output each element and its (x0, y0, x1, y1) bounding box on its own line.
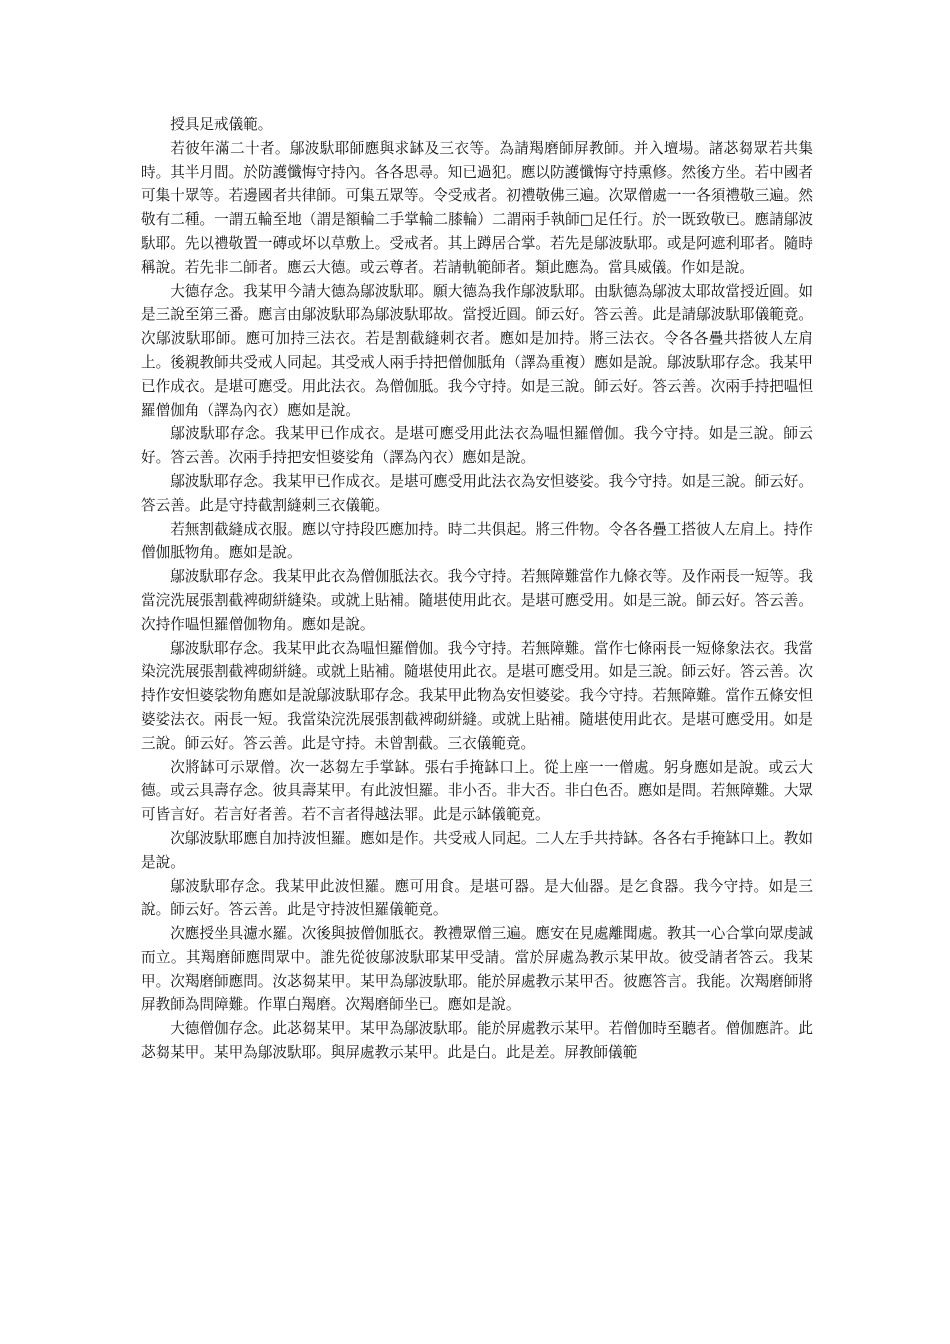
paragraph-1: 授具足戒儀範。 (170, 116, 273, 133)
paragraph-12: 次應授坐具濾水羅。次後與披僧伽胝衣。教禮眾僧三遍。應安在見處離聞處。教其一心合掌向眾虔誠而立。其羯磨師應問眾中。誰先從彼鄔波馱耶某甲受請。當於屏處為教示某甲故。彼受請者答云。我某甲。次羯磨師應問。汝苾芻某甲。某甲為鄔波馱耶。能於屏處教示某甲否。彼應答言。我能。次羯磨師將屏教師為問障難。作單白羯磨。次羯磨師坐已。應如是說。 (141, 925, 813, 1014)
paragraph-9: 次將缽可示眾僧。次一苾芻左手掌缽。張右手掩缽口上。從上座一一僧處。躬身應如是說。或云大德。或云具壽存念。彼具壽某甲。有此波怛羅。非小否。非大否。非白色否。應如是問。若無障難。大眾可皆言好。若言好者善。若不言者得越法罪。此是示缽儀範竟。 (141, 758, 813, 824)
paragraph-4: 鄔波馱耶存念。我某甲已作成衣。是堪可應受用此法衣為嗢怛羅僧伽。我今守持。如是三說。師云好。答云善。次兩手持把安怛婆娑角（譯為內衣）應如是說。 (141, 425, 813, 467)
paragraph-11: 鄔波馱耶存念。我某甲此波怛羅。應可用食。是堪可器。是大仙器。是乞食器。我今守持。如是三說。師云好。答云善。此是守持波怛羅儀範竟。 (141, 877, 813, 919)
paragraph-10: 次鄔波馱耶應自加持波怛羅。應如是作。共受戒人同起。二人左手共持缽。各各右手掩缽口上。教如是說。 (141, 829, 813, 871)
paragraph-3: 大德存念。我某甲今請大德為鄔波馱耶。願大德為我作鄔波馱耶。由馱德為鄔波太耶故當授近圓。如是三說至第三番。應言由鄔波馱耶為鄔波馱耶故。當授近圓。師云好。答云善。此是請鄔波馱耶儀範竟。次鄔波馱耶師。應可加持三法衣。若是割截縫刺衣者。應如是加持。將三法衣。令各各疊共搭彼人左肩上。後親教師共受戒人同起。其受戒人兩手持把僧伽胝角（譯為重複）應如是說。鄔波馱耶存念。我某甲已作成衣。是堪可應受。用此法衣。為僧伽胝。我今守持。如是三說。師云好。答云善。次兩手持把嗢怛羅僧伽角（譯為內衣）應如是說。 (141, 282, 813, 419)
paragraph-8: 鄔波馱耶存念。我某甲此衣為嗢怛羅僧伽。我今守持。若無障難。當作七條兩長一短條象法衣。我當染浣洗展張割截裨砌絣縫。或就上貼補。隨堪使用此衣。是堪可應受用。如是三說。師云好。答云善。次持作安怛婆裟物角應如是說鄔波馱耶存念。我某甲此物為安怛婆娑。我今守持。若無障難。當作五條安怛婆娑法衣。兩長一短。我當染浣洗展張割截裨砌絣縫。或就上貼補。隨堪使用此衣。是堪可應受用。如是三說。師云好。答云善。此是守持。未曾割截。三衣儀範竟。 (141, 639, 813, 752)
paragraph-7: 鄔波馱耶存念。我某甲此衣為僧伽胝法衣。我今守持。若無障難當作九條衣等。及作兩長一短等。我當浣洗展張割截裨砌絣縫染。或就上貼補。隨堪使用此衣。是堪可應受用。如是三說。師云好。答云善。次持作嗢怛羅僧伽物角。應如是說。 (141, 568, 813, 633)
document-page (141, 113, 813, 1065)
paragraph-5: 鄔波馱耶存念。我某甲已作成衣。是堪可應受用此法衣為安怛婆娑。我今守持。如是三說。師云好。答云善。此是守持截割縫刺三衣儀範。 (141, 472, 813, 514)
paragraph-2: 若彼年滿二十者。鄔波馱耶師應與求缽及三衣等。為請羯磨師屏教師。并入壇場。諸苾芻眾若共集時。其半月間。於防護懺悔守持內。各各思尋。知已過犯。應以防護懺悔守持熏修。然後方坐。若中國者可集十眾等。若邊國者共律師。可集五眾等。令受戒者。初禮敬佛三遍。次眾僧處一一各須禮敬三遍。然敬有二種。一謂五輪至地（謂是額輪二手掌輪二膝輪）二謂兩手執師□足任行。於一既致敬已。應請鄔波馱耶。先以禮敬置一磚或坏以草敷上。受戒者。其上蹲居合掌。若先是鄔波馱耶。或是阿遮利耶者。隨時稱說。若先非二師者。應云大德。或云尊者。若請軌範師者。類此應為。當具威儀。作如是說。 (141, 139, 813, 276)
paragraph-13: 大德僧伽存念。此苾芻某甲。某甲為鄔波馱耶。能於屏處教示某甲。若僧伽時至聽者。僧伽應許。此苾芻某甲。某甲為鄔波馱耶。與屏處教示某甲。此是白。此是差。屏教師儀範 (141, 1020, 813, 1062)
paragraph-6: 若無割截縫成衣服。應以守持段匹應加持。時二共俱起。將三件物。令各各疊工搭彼人左肩上。持作僧伽胝物角。應如是說。 (141, 520, 813, 562)
